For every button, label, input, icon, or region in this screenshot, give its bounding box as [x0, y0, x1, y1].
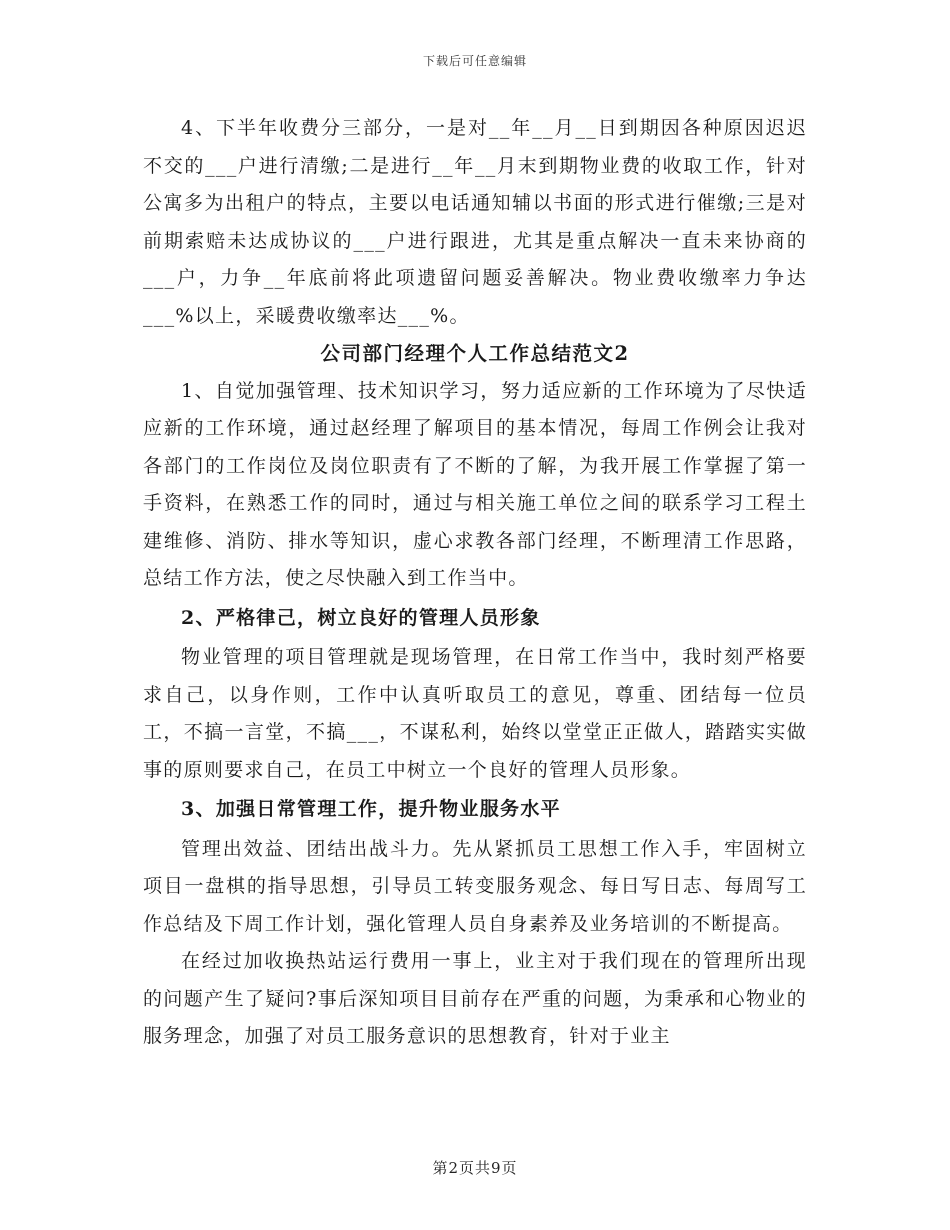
- paragraph-heating-fee: 在经过加收换热站运行费用一事上，业主对于我们现在的管理所出现的问题产生了疑问?事后深知项目目前存在严重的问题，为秉承和心物业的服务理念，加强了对员工服务意识的思想教育，针对于业主: [143, 950, 807, 1047]
- paragraph-learning: 1、自觉加强管理、技术知识学习，努力适应新的工作环境为了尽快适应新的工作环境，通过赵经理了解项目的基本情况，每周工作例会让我对各部门的工作岗位及岗位职责有了不断的了解，为我开展工作掌握了第一手资料，在熟悉工作的同时，通过与相关施工单位之间的联系学习工程土建维修、消防、排水等知识，虚心求教各部门经理，不断理清工作思路，总结工作方法，使之尽快融入到工作当中。: [143, 379, 807, 589]
- paragraph-daily-management: 管理出效益、团结出战斗力。先从紧抓员工思想工作入手，牢固树立项目一盘棋的指导思想，引导员工转变服务观念、每日写日志、每周写工作总结及下周工作计划，强化管理人员自身素养及业务培训的不断提高。: [143, 837, 807, 935]
- page-header: 下载后可任意编辑: [422, 54, 527, 68]
- paragraph-self-discipline: 物业管理的项目管理就是现场管理，在日常工作当中，我时刻严格要求自己，以身作则，工作中认真听取员工的意见，尊重、团结每一位员工，不搞一言堂，不搞___，不谋私利，始终以堂堂正正做人，踏踏实实做事的原则要求自己，在员工中树立一个良好的管理人员形象。: [143, 646, 807, 781]
- document-body: [143, 110, 807, 1056]
- heading-self-discipline: 2、严格律己，树立良好的管理人员形象: [181, 606, 541, 629]
- page-number: 第2页共9页: [432, 1159, 518, 1177]
- heading-daily-management: 3、加强日常管理工作，提升物业服务水平: [181, 798, 561, 820]
- paragraph-fee-collection: 4、下半年收费分三部分，一是对__年__月__日到期因各种原因迟迟不交的___户进行清缴;二是进行__年__月末到期物业费的收取工作，针对公寓多为出租户的特点，主要以电话通知辅以书面的形式进行催缴;三是对前期索赔未达成协议的___户进行跟进，尤其是重点解决一直未来协商的___户，力争__年底前将此项遗留问题妥善解决。物业费收缴率力争达___%以上，采暖费收缴率达___%。: [143, 117, 807, 327]
- section-title: 公司部门经理个人工作总结范文2: [320, 342, 630, 365]
